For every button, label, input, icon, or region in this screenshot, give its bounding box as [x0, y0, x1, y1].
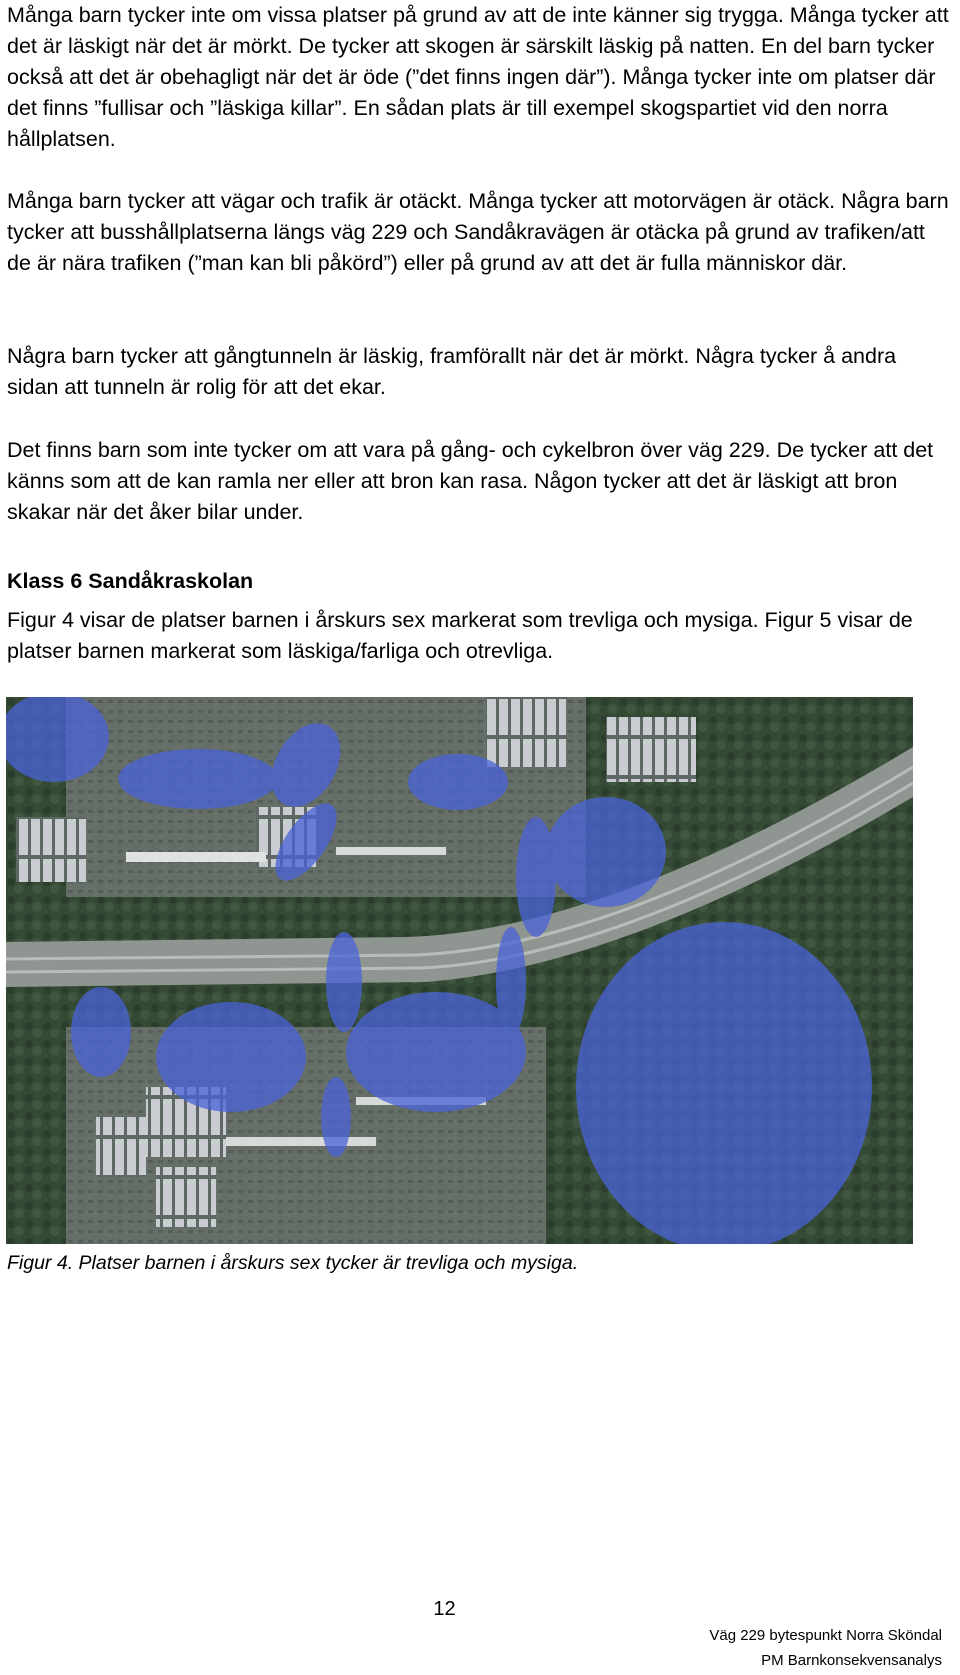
paragraph-4: Det finns barn som inte tycker om att vara på gång- och cykelbron över väg 229. De tycker att det känns som att de kan ramla ner eller att bron kan rasa. Någon tycker att det är läskigt att bron skakar när det åker bilar under. [7, 438, 934, 524]
section-paragraph: Figur 4 visar de platser barnen i årskurs sex markerat som trevliga och mysiga. Figur 5 visar de platser barnen markerat som läskiga/farliga och otrevliga. [7, 608, 913, 663]
paragraph-2: Många barn tycker att vägar och trafik är otäckt. Många tycker att motorvägen är otäck. Några barn tycker att busshållplatserna längs väg 229 och Sandåkravägen är otäcka på grund av trafiken/att de är nära trafiken (”man kan bli påkörd”) eller på grund av att det är fulla människor där. [7, 189, 949, 275]
section-heading: Klass 6 Sandåkraskolan [7, 569, 254, 593]
footer-line-2: PM Barnkonsekvensanalys [761, 1652, 942, 1669]
paragraph-3: Några barn tycker att gångtunneln är läskig, framförallt när det är mörkt. Några tycker å andra sidan att tunneln är rolig för att det ekar. [7, 344, 897, 399]
footer-line-1: Väg 229 bytespunkt Norra Sköndal [709, 1627, 942, 1644]
paragraph-1: Många barn tycker inte om vissa platser på grund av att de inte känner sig trygga. Många tycker att det är läskigt när det är mörkt. De tycker att skogen är särskilt läskig på natten. En del barn tycker också att det är obehagligt när det är öde (”det finns ingen där”). Många tycker inte om platser där det finns ”fullisar och ”läskiga killar”. En sådan plats är till exempel skogspartiet vid den norra hållplatsen. [7, 3, 949, 151]
page-number: 12 [433, 1598, 456, 1620]
figure-caption: Figur 4. Platser barnen i årskurs sex tycker är trevliga och mysiga. [7, 1252, 579, 1274]
aerial-map-image [6, 697, 913, 1244]
aerial-map-figure [6, 697, 913, 1244]
